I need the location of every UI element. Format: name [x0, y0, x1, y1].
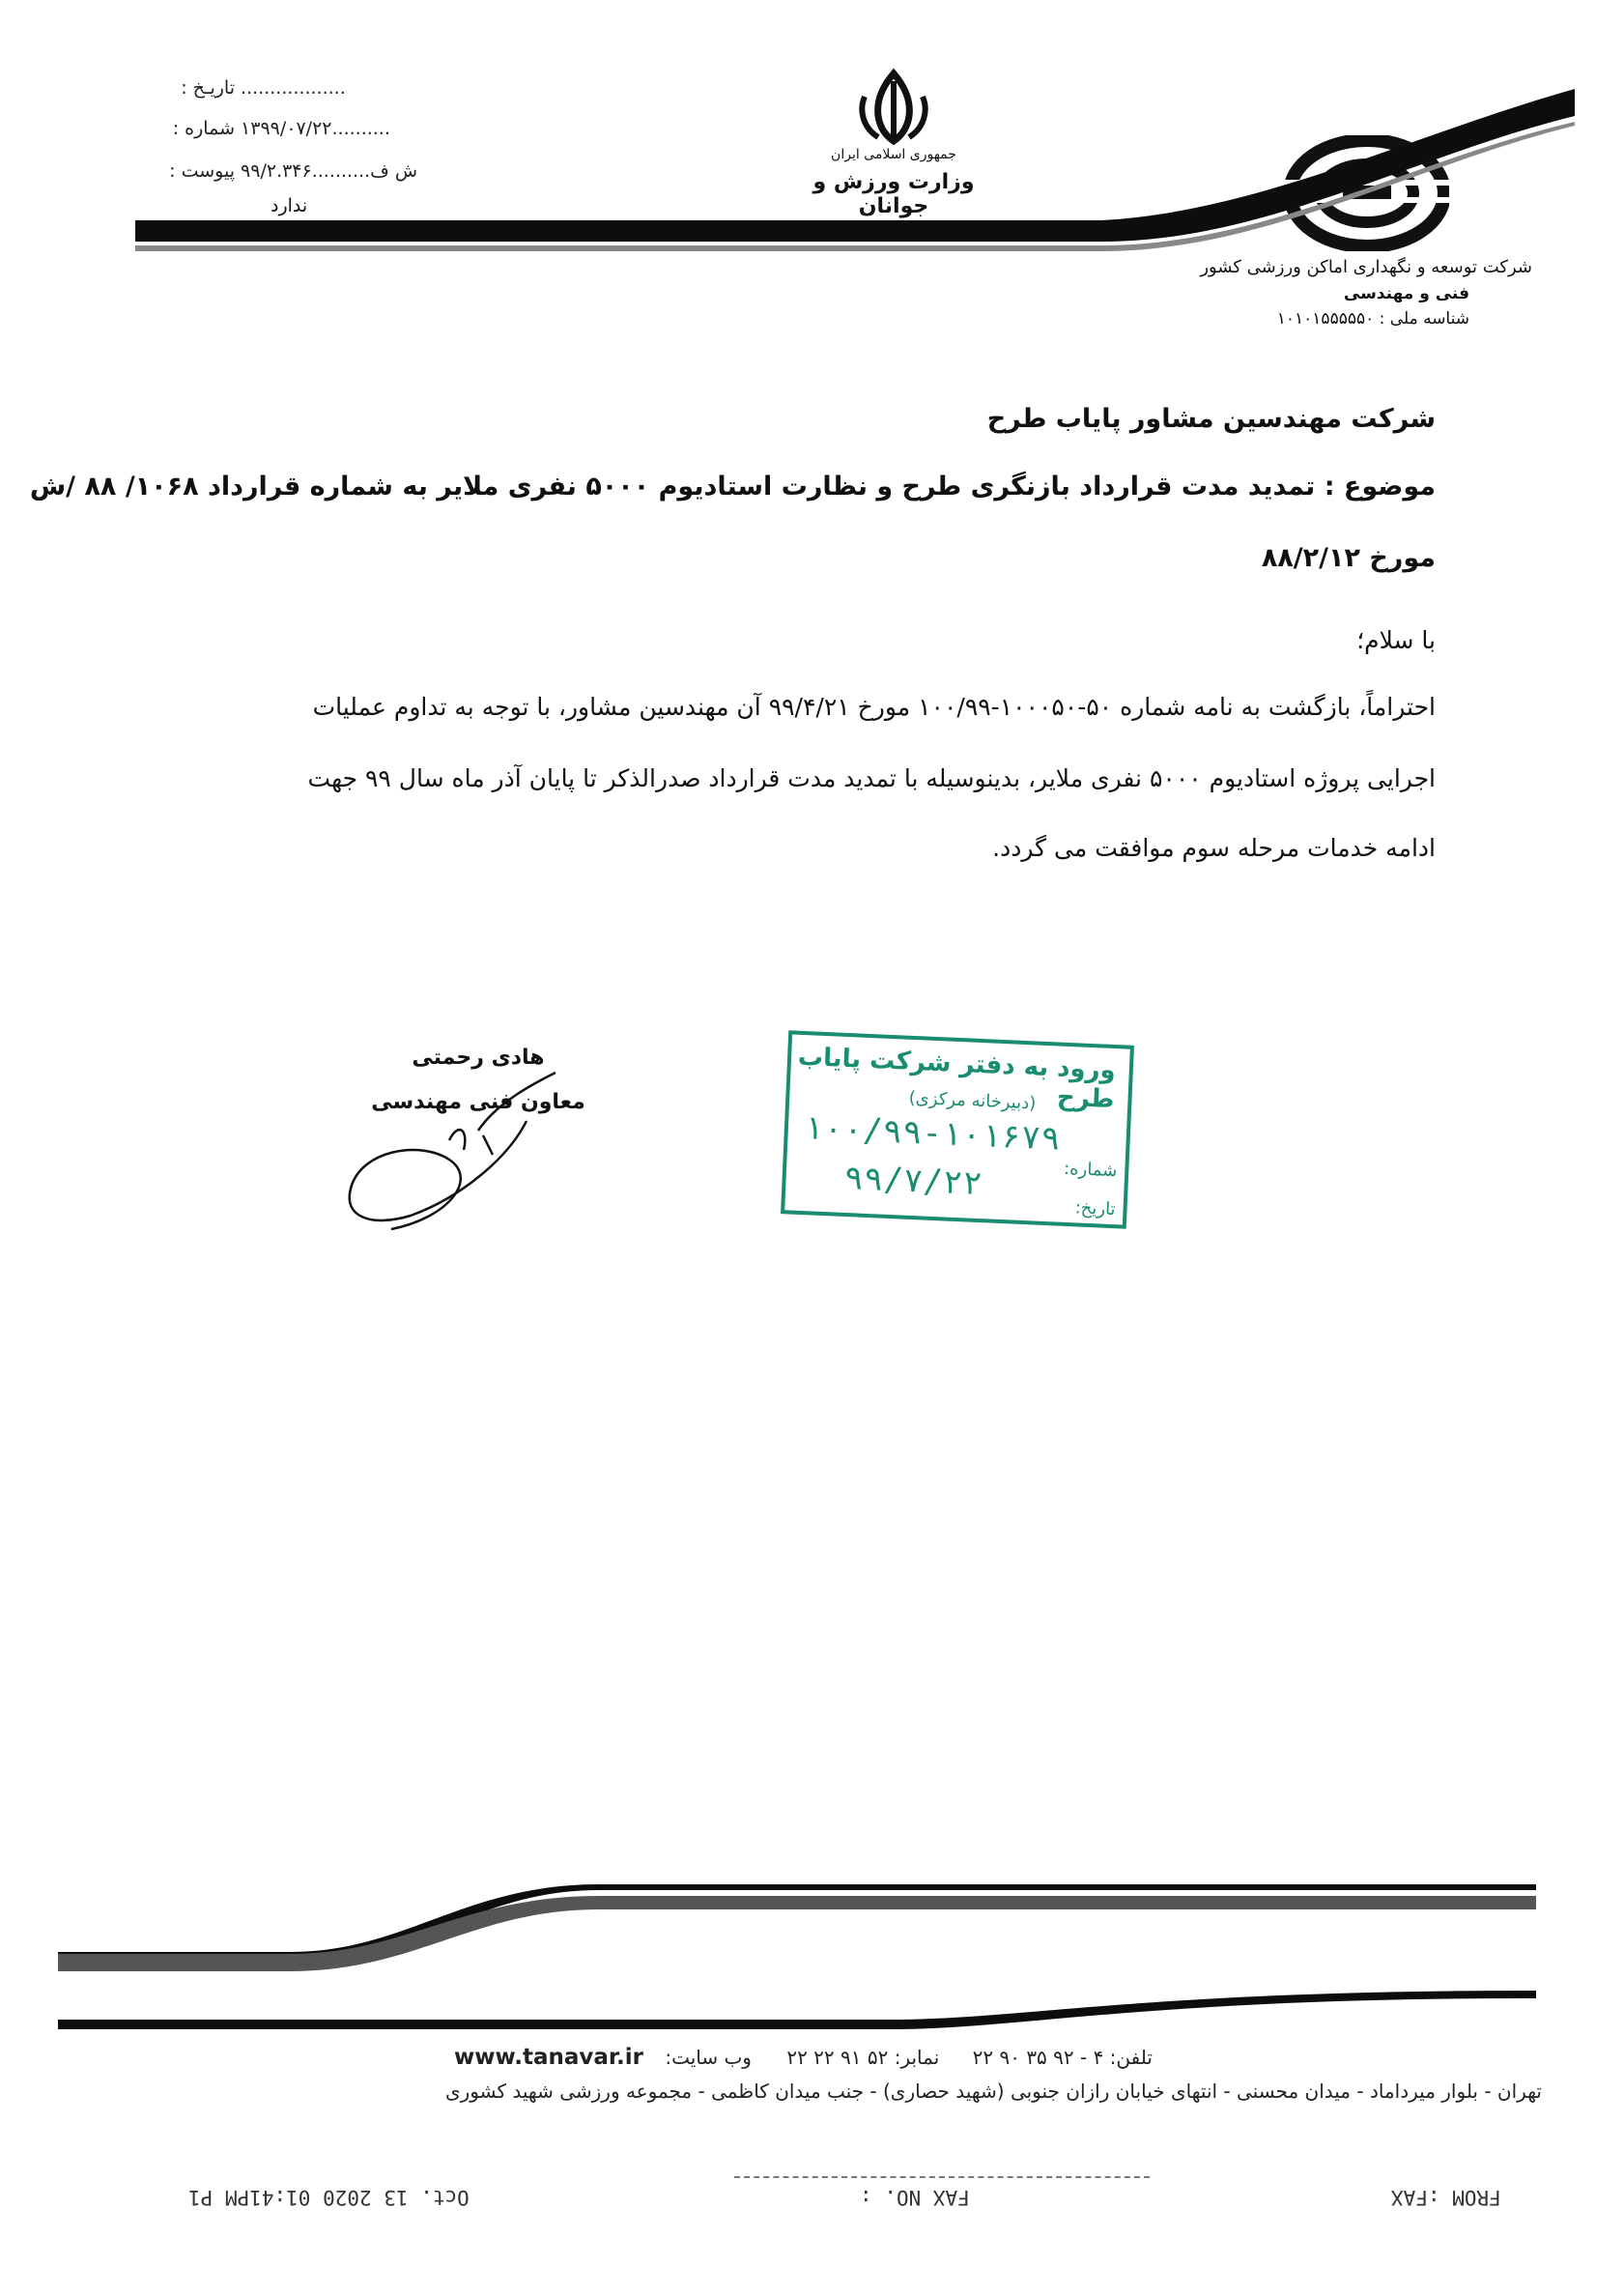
recipient: شرکت مهندسین مشاور پایاب طرح: [986, 404, 1436, 434]
company-national-id: شناسه ملی : ۱۰۱۰۱۵۵۵۵۵۰: [1276, 309, 1469, 329]
attachment-value: ۹۹/۲.۳۴۶..........ش ف: [241, 160, 418, 182]
received-stamp: [781, 1030, 1134, 1228]
stamp-number-label: شماره:: [1063, 1158, 1118, 1182]
handwritten-signature: [333, 1044, 594, 1237]
stamp-number-value: ۱۰۰/۹۹-۱۰۱۶۷۹: [803, 1108, 1062, 1159]
signer-title: معاون فنی مهندسی: [371, 1090, 585, 1114]
stamp-title: ورود به دفتر شرکت پایاب طرح: [797, 1042, 1117, 1115]
signer-name: هادی رحمتی: [412, 1046, 545, 1070]
body-line-1: احتراماً، بازگشت به نامه شماره ۵۰-۱۰۰۰۵۰-۱۰۰/۹۹ مورخ ۹۹/۴/۲۱ آن مهندسین مشاور، با توجه به تداوم عملیات: [312, 693, 1436, 721]
stamp-subtitle: (دبیرخانه مرکزی): [908, 1087, 1037, 1114]
company-name: شرکت توسعه و نگهداری اماکن ورزشی کشور: [1200, 257, 1532, 277]
footer-fax: نمابر: ۵۲ ۹۱ ۲۲ ۲۲: [786, 2046, 940, 2069]
fax-from: FROM :FAX: [1391, 2186, 1501, 2209]
header-band: [135, 77, 1575, 251]
salutation: با سلام؛: [1356, 626, 1436, 654]
website-label: وب سایت:: [665, 2046, 752, 2069]
footer-band: [58, 1875, 1536, 2058]
company-department: فنی و مهندسی: [1343, 284, 1469, 303]
subject: موضوع : تمدید مدت قرارداد بازنگری طرح و نظارت استادیوم ۵۰۰۰ نفری ملایر به شماره قرارداد ۱۰۶۸/ ۸۸ /ش: [29, 472, 1436, 502]
number-value: ۱۳۹۹/۰۷/۲۲..........: [241, 118, 390, 139]
footer-address: تهران - بلوار میرداماد - میدان محسنی - انتهای خیابان رازان جنوبی (شهید حصاری) - جنب میدان کاظمی - مجموعه ورزشی شهید کشوری: [444, 2080, 1542, 2103]
stamp-date-label: تاریخ:: [1074, 1197, 1117, 1220]
subject-date: مورخ ۸۸/۲/۱۲: [1261, 543, 1436, 573]
fax-strip-dash: [734, 2176, 1150, 2178]
ministry-name: وزارت ورزش و جوانان: [812, 170, 975, 218]
fax-number: FAX NO. :: [860, 2186, 970, 2209]
ministry-line1: جمهوری اسلامی ایران: [831, 147, 956, 162]
attachment-label: پیوست :: [169, 160, 235, 182]
number-label: شماره :: [172, 118, 235, 139]
stamp-date-value: ۹۹/۷/۲۲: [842, 1158, 983, 1204]
body-line-3: ادامه خدمات مرحله سوم موافقت می گردد.: [992, 834, 1436, 862]
attachment-note: ندارد: [271, 195, 308, 216]
website-link[interactable]: www.tanavar.ir: [454, 2045, 643, 2070]
footer-contact: [454, 2045, 1153, 2070]
fax-timestamp: Oct. 13 2020 01:41PM P1: [188, 2186, 470, 2209]
footer-phone-text: تلفن: ۴ - ۹۲ ۳۵ ۹۰ ۲۲: [972, 2046, 1153, 2069]
body-line-2: اجرایی پروژه استادیوم ۵۰۰۰ نفری ملایر، بدینوسیله با تمدید مدت قرارداد صدرالذکر تا پایان آذر ماه سال ۹۹ جهت: [307, 764, 1436, 792]
date-label: تاریـخ :: [181, 77, 235, 99]
date-value: ..................: [241, 77, 346, 99]
